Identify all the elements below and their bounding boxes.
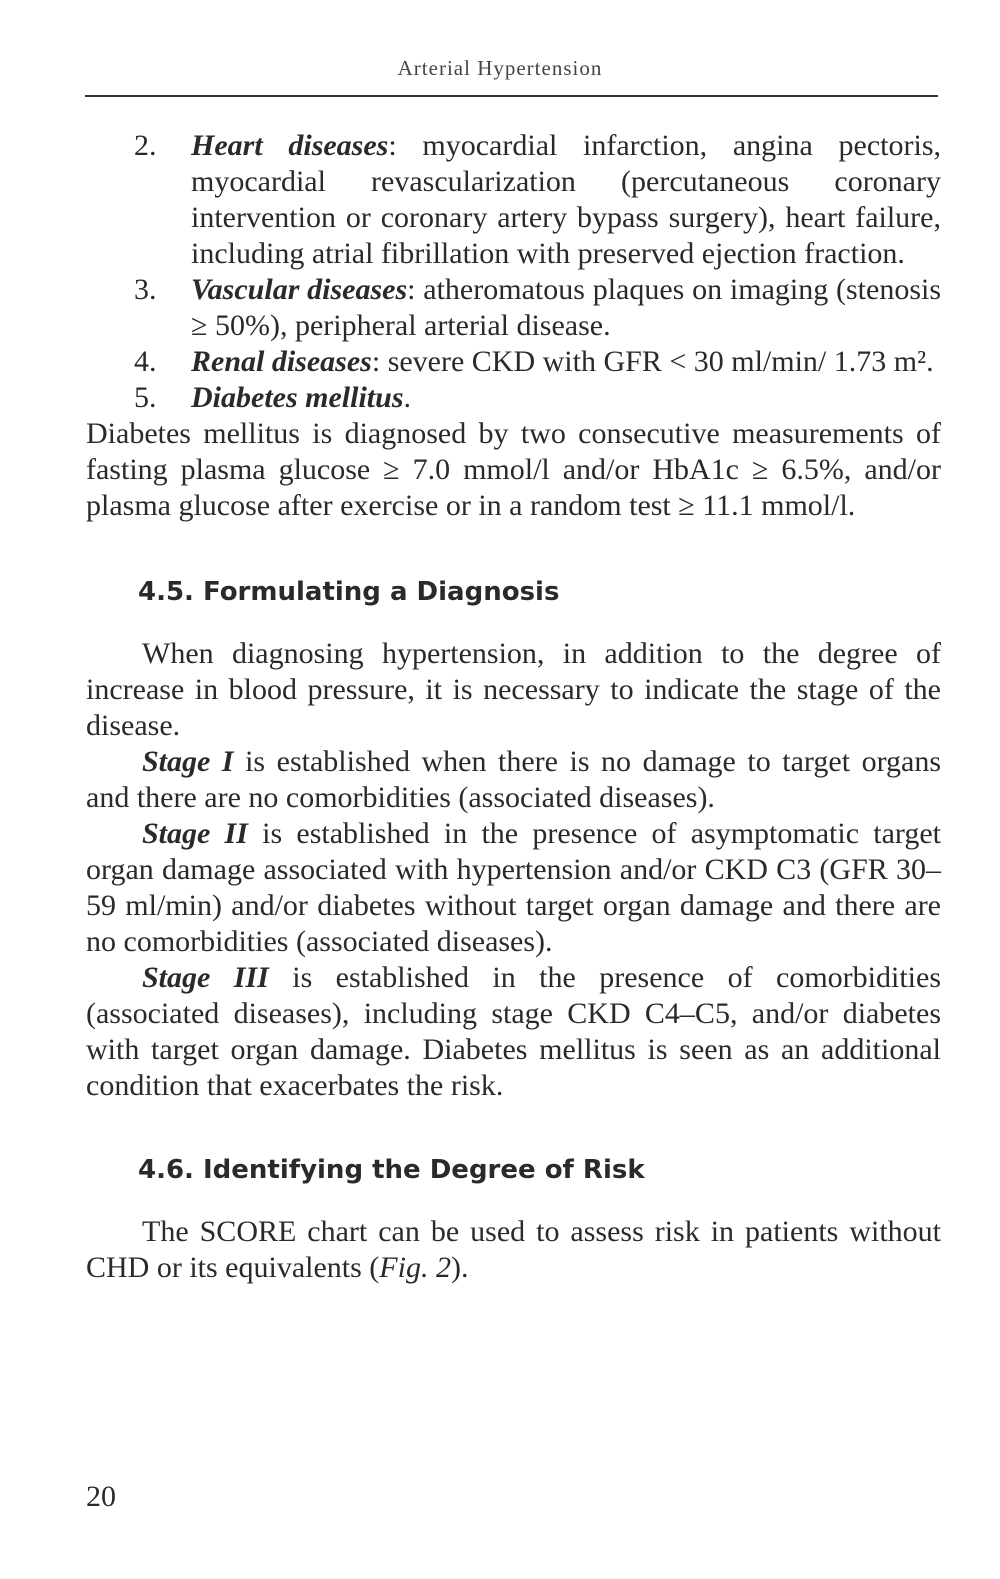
page-number: 20 — [86, 1480, 116, 1513]
stage-1-paragraph: Stage I is established when there is no damage to target organs and there are no comorbidities (associated diseases). — [86, 745, 942, 814]
risk-paragraph: The SCORE chart can be used to assess risk in patients without CHD or its equivalents (Fig. 2). — [86, 1215, 941, 1284]
running-title: Arterial Hypertension — [397, 56, 603, 80]
header-rule — [85, 95, 938, 97]
section-heading-risk: 4.6. Identifying the Degree of Risk — [138, 1155, 645, 1185]
section-heading-diagnosis: 4.5. Formulating a Diagnosis — [138, 577, 560, 607]
list-term: Renal diseases — [191, 345, 372, 378]
list-number: 4. — [134, 345, 157, 378]
list-item-diabetes: 5. Diabetes mellitus. — [86, 380, 941, 416]
list-term: Heart diseases — [191, 129, 389, 162]
stage-2-paragraph: Stage II is established in the presence of asymptomatic target organ damage associated with hypertension and/or CKD C3 (GFR 30–59 ml/min) and/or diabetes without target organ damage and there are no comorbidities (associated diseases). — [86, 817, 941, 958]
stage-1-term: Stage I — [142, 745, 234, 778]
list-text: atheromatous plaques on imaging (stenosis ≥ 50%), peripheral arterial disease. — [191, 273, 942, 342]
list-item-heart: 2. Heart diseases: myocardial infarction, angina pectoris, myocardial revascularization (percutaneous coronary intervention or coronary artery bypass surgery), heart failure, including atrial fibrillation with preserved ejection fraction. — [86, 128, 941, 272]
list-term: Vascular diseases — [191, 273, 408, 306]
list-number: 3. — [134, 273, 157, 306]
diagnosis-intro: When diagnosing hypertension, in addition to the degree of increase in blood pressure, it is necessary to indicate the stage of the disease. — [86, 637, 941, 742]
list-text: myocardial infarction, angina pectoris, myocardial revascularization (percutaneous coronary intervention or coronary artery bypass surgery), heart failure, including atrial fibrillation with preserved ejection fraction. — [191, 129, 941, 270]
list-number: 2. — [134, 129, 157, 162]
list-number: 5. — [134, 381, 157, 414]
list-item-vascular: 3. Vascular diseases: atheromatous plaques on imaging (stenosis ≥ 50%), peripheral arterial disease. — [86, 272, 941, 344]
stage-2-term: Stage II — [142, 817, 248, 850]
stage-3-paragraph: Stage III is established in the presence of comorbidities (associated diseases), including stage CKD C4–C5, and/or diabetes with target organ damage. Diabetes mellitus is seen as an additional condition that exacerbates the risk. — [86, 961, 942, 1102]
list-term: Diabetes mellitus — [191, 381, 404, 414]
figure-reference: Fig. 2 — [379, 1251, 451, 1284]
page-body — [86, 128, 941, 1286]
diabetes-paragraph: Diabetes mellitus is diagnosed by two consecutive measurements of fasting plasma glucose ≥ 7.0 mmol/l and/or HbA1c ≥ 6.5%, and/or plasma glucose after exercise or in a random test ≥ 11.1 mmol/l. — [86, 417, 941, 522]
stage-3-term: Stage III — [142, 961, 269, 994]
list-text: severe CKD with GFR < 30 ml/min/ 1.73 m². — [380, 345, 934, 378]
list-item-renal: 4. Renal diseases: severe CKD with GFR < 30 ml/min/ 1.73 m². — [86, 344, 941, 380]
